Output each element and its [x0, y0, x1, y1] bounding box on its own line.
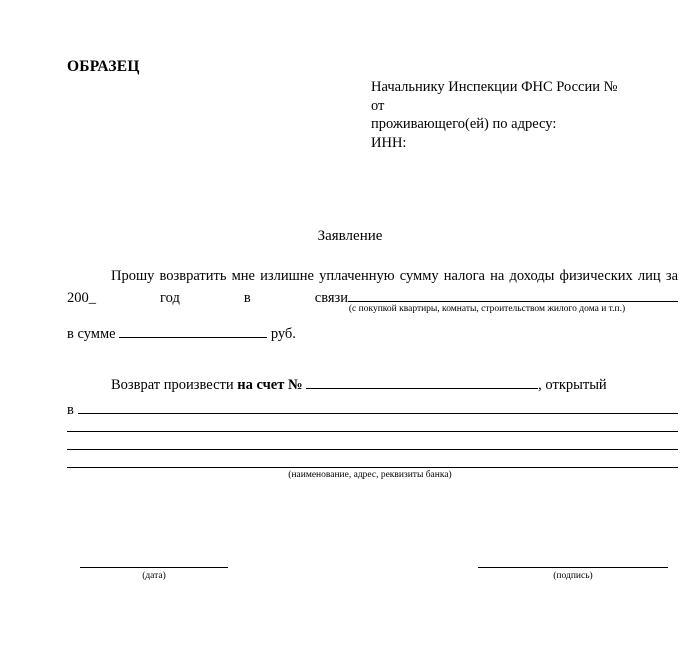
specimen-stamp-label: ОБРАЗЕЦ [67, 58, 140, 75]
request-paragraph-text: Прошу возвратить мне излишне уплаченную сумму налога на доходы физических лиц за 200_ год в связи [67, 268, 678, 306]
amount-row [67, 323, 296, 343]
amount-fill-line[interactable] [119, 323, 267, 338]
bank-details-caption: (наименование, адрес, реквизиты банка) [288, 470, 452, 480]
bank-row [67, 418, 678, 436]
amount-suffix-label: руб. [270, 326, 296, 342]
request-paragraph-block [67, 266, 678, 330]
addressee-line-address: проживающего(ей) по адресу: [371, 116, 557, 132]
addressee-line-inn: ИНН: [371, 134, 407, 151]
bank-row [67, 400, 678, 418]
addressee-block [371, 78, 671, 152]
account-suffix-label: , открытый [538, 377, 607, 393]
bank-row [67, 436, 678, 454]
bank-fill-line-1[interactable] [78, 400, 678, 414]
connection-reason-fill-line[interactable] [348, 287, 678, 302]
signature-fill-line[interactable] [478, 566, 668, 568]
account-row [67, 374, 678, 394]
date-signature-group [80, 566, 228, 581]
account-number-fill-line[interactable] [306, 374, 538, 389]
bank-fill-line-2[interactable] [67, 418, 678, 432]
signature-group [478, 566, 668, 581]
account-prefix-label: Возврат произвести [111, 377, 234, 393]
bank-details-block [67, 400, 678, 472]
amount-prefix-label: в сумме [67, 326, 116, 342]
addressee-line-inspection: Начальнику Инспекции ФНС России № [371, 79, 618, 95]
request-reason-caption: (с покупкой квартиры, комнаты, строительством жилого дома и т.п.) [348, 304, 626, 314]
bank-prefix-label: в [67, 402, 74, 418]
date-fill-line[interactable] [80, 566, 228, 568]
document-title: Заявление [317, 228, 383, 244]
bank-fill-line-3[interactable] [67, 436, 678, 450]
account-bold-label: на счет № [237, 377, 303, 393]
signature-caption: (подпись) [553, 571, 593, 581]
request-paragraph [67, 266, 678, 330]
date-caption: (дата) [142, 571, 166, 581]
bank-fill-line-4[interactable] [67, 454, 678, 468]
addressee-line-from: от [371, 97, 385, 114]
